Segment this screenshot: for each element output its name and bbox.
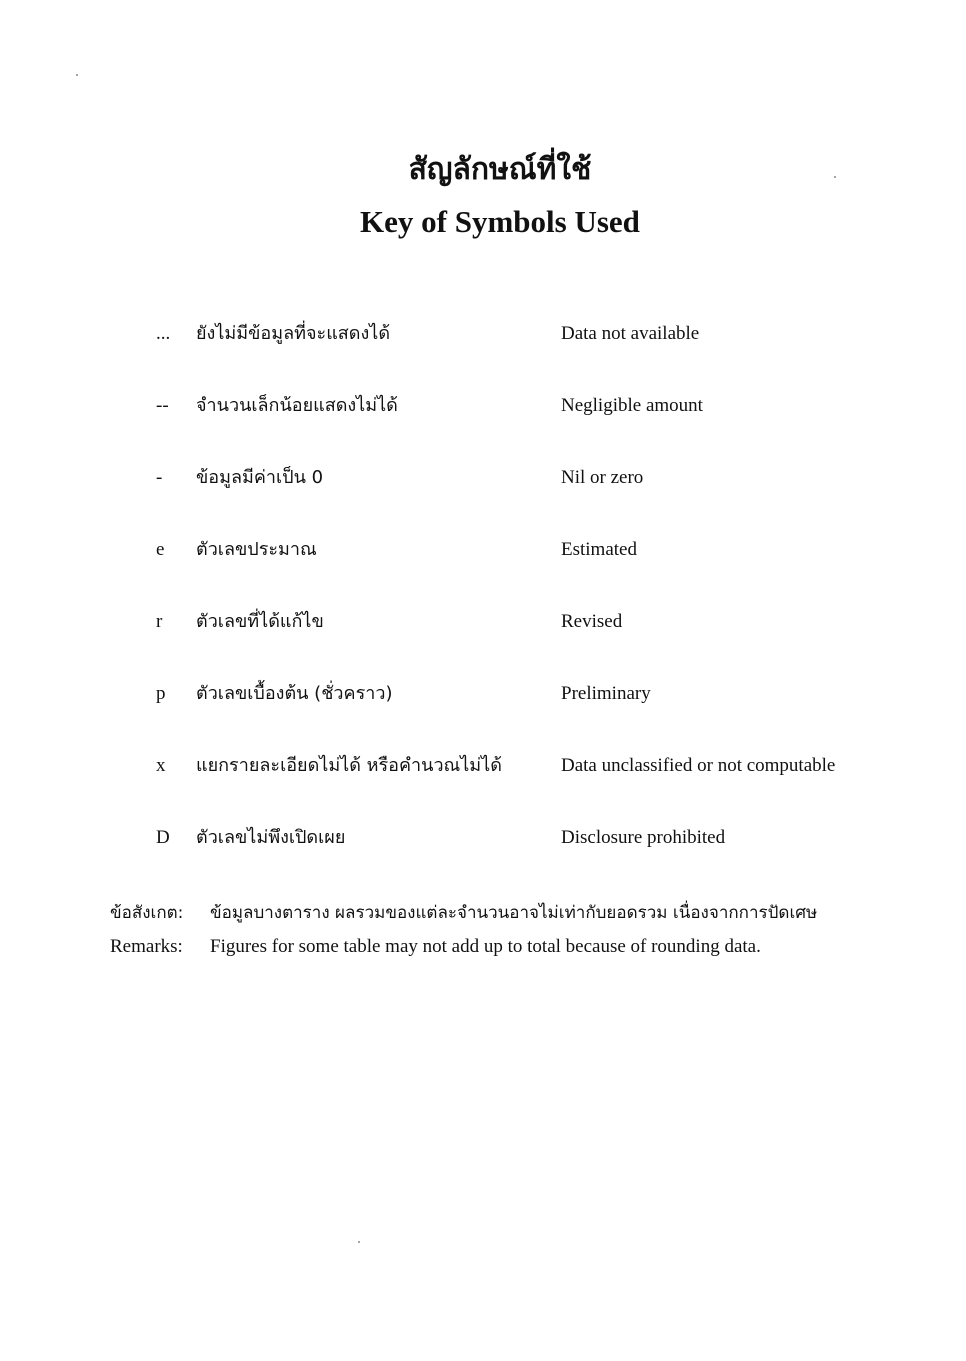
legend-english-description: Nil or zero xyxy=(561,467,644,488)
page-title-english: Key of Symbols Used xyxy=(360,204,640,239)
remark-english-line xyxy=(110,930,910,964)
legend-symbol: -- xyxy=(156,395,169,416)
legend-thai-description: ตัวเลขไม่พึงเปิดเผย xyxy=(196,827,346,848)
legend-thai-description: ยังไม่มีข้อมูลที่จะแสดงได้ xyxy=(196,323,391,344)
legend-row xyxy=(0,748,966,820)
legend-symbol: x xyxy=(156,755,166,776)
remark-english-label: Remarks: xyxy=(110,936,183,957)
legend-row xyxy=(0,316,966,388)
legend-english-description: Data not available xyxy=(561,323,700,344)
legend-english-description: Data unclassified or not computable xyxy=(561,755,836,776)
legend-thai-description: แยกรายละเอียดไม่ได้ หรือคำนวณไม่ได้ xyxy=(196,755,502,776)
legend-symbol: ... xyxy=(156,323,171,344)
symbol-legend xyxy=(0,316,966,892)
legend-english-description: Disclosure prohibited xyxy=(561,827,726,848)
remark-thai-line xyxy=(110,896,910,930)
legend-row xyxy=(0,532,966,604)
legend-thai-description: จำนวนเล็กน้อยแสดงไม่ได้ xyxy=(196,395,398,416)
legend-english-description: Estimated xyxy=(561,539,637,560)
remark-thai-label: ข้อสังเกต: xyxy=(110,903,184,923)
legend-row xyxy=(0,460,966,532)
legend-thai-description: ตัวเลขที่ได้แก้ไข xyxy=(196,611,324,632)
legend-row xyxy=(0,604,966,676)
remark-english-text: Figures for some table may not add up to total because of rounding data. xyxy=(210,936,761,957)
legend-symbol: p xyxy=(156,683,166,704)
legend-row xyxy=(0,676,966,748)
legend-symbol: D xyxy=(156,827,170,848)
legend-row xyxy=(0,820,966,892)
legend-symbol: r xyxy=(156,611,163,632)
legend-english-description: Negligible amount xyxy=(561,395,703,416)
remarks-section xyxy=(110,896,910,964)
legend-symbol: e xyxy=(156,539,165,560)
legend-english-description: Revised xyxy=(561,611,623,632)
legend-symbol: - xyxy=(156,467,163,488)
legend-thai-description: ตัวเลขประมาณ xyxy=(196,539,317,560)
scan-speck xyxy=(834,176,836,178)
page-title-thai: สัญลักษณ์ที่ใช้ xyxy=(408,152,592,187)
scan-speck xyxy=(358,1241,360,1243)
scan-speck xyxy=(76,74,78,76)
page-header xyxy=(0,148,966,242)
legend-thai-description: ข้อมูลมีค่าเป็น 0 xyxy=(196,467,324,488)
remark-thai-text: ข้อมูลบางตาราง ผลรวมของแต่ละจำนวนอาจไม่เท่ากับยอดรวม เนื่องจากการปัดเศษ xyxy=(210,903,818,923)
legend-english-description: Preliminary xyxy=(561,683,651,704)
legend-thai-description: ตัวเลขเบื้องต้น (ชั่วคราว) xyxy=(196,683,393,704)
legend-row xyxy=(0,388,966,460)
